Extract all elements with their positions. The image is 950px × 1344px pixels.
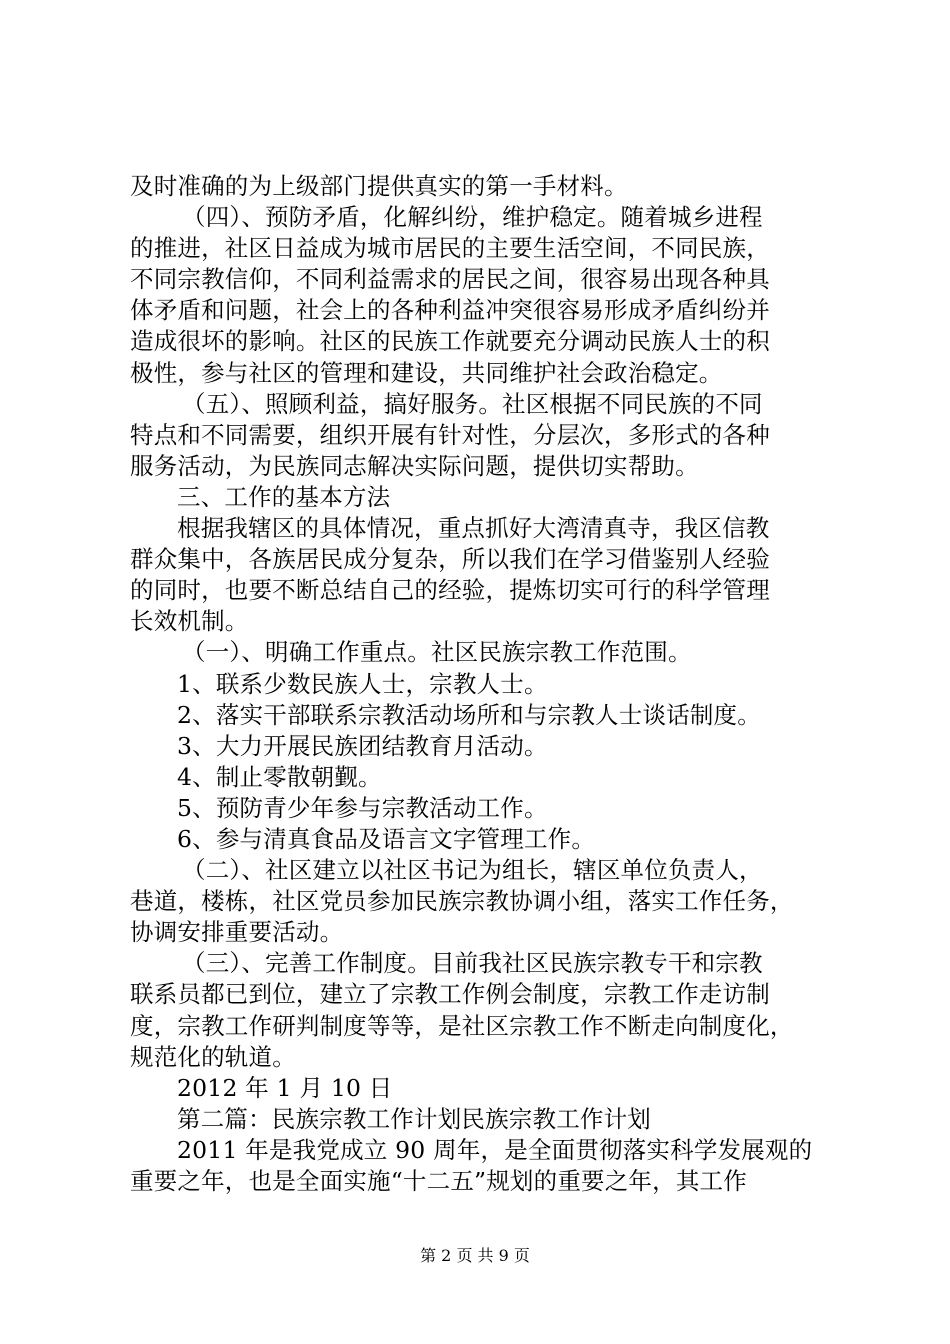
text-line: 服务活动，为民族同志解决实际问题，提供切实帮助。 — [130, 451, 699, 480]
text-line: 及时准确的为上级部门提供真实的第一手材料。 — [130, 172, 628, 200]
text-line: 的推进，社区日益成为城市居民的主要生活空间，不同民族， — [130, 234, 770, 263]
text-line: 巷道，楼栋，社区党员参加民族宗教协调小组，落实工作任务， — [130, 887, 794, 916]
section-heading: 第二篇：民族宗教工作计划民族宗教工作计划 — [177, 1104, 651, 1133]
text-line: 的同时，也要不断总结自己的经验，提炼切实可行的科学管理 — [130, 576, 770, 605]
document-body — [130, 171, 830, 1197]
text-line: 协调安排重要活动。 — [130, 918, 344, 947]
text-line: （一）、明确工作重点。社区民族宗教工作范围。 — [182, 638, 692, 667]
text-line: 长效机制。 — [130, 607, 249, 636]
text-line: （五）、照顾利益，搞好服务。社区根据不同民族的不同 — [182, 389, 763, 418]
text-line: （四）、预防矛盾，化解纠纷，维护稳定。随着城乡进程 — [182, 203, 763, 232]
text-line: 不同宗教信仰，不同利益需求的居民之间，很容易出现各种具 — [130, 265, 770, 294]
text-line: （二）、社区建立以社区书记为组长，辖区单位负责人， — [182, 856, 763, 885]
text-line: 极性，参与社区的管理和建设，共同维护社会政治稳定。 — [130, 358, 723, 387]
list-item: 4、制止零散朝觐。 — [177, 762, 382, 791]
list-item: 6、参与清真食品及语言文字管理工作。 — [177, 824, 596, 853]
text-line: 根据我辖区的具体情况，重点抓好大湾清真寺，我区信教 — [177, 514, 770, 543]
page-footer — [0, 1243, 950, 1266]
text-line: 度，宗教工作研判制度等等，是社区宗教工作不断走向制度化， — [130, 1011, 794, 1040]
text-line: 2011 年是我党成立 90 周年，是全面贯彻落实科学发展观的 — [177, 1135, 813, 1164]
list-item: 3、大力开展民族团结教育月活动。 — [177, 731, 548, 760]
text-line: 规范化的轨道。 — [130, 1042, 296, 1071]
text-line: 群众集中，各族居民成分复杂，所以我们在学习借鉴别人经验 — [130, 545, 770, 574]
page-number-label: 第 2 页 共 9 页 — [420, 1246, 530, 1265]
text-line: 体矛盾和问题，社会上的各种利益冲突很容易形成矛盾纠纷并 — [130, 296, 770, 325]
list-item: 1、联系少数民族人士，宗教人士。 — [177, 669, 548, 698]
text-line: 重要之年，也是全面实施“十二五”规划的重要之年，其工作 — [130, 1167, 747, 1195]
list-item: 5、预防青少年参与宗教活动工作。 — [177, 793, 548, 822]
text-line: 造成很坏的影响。社区的民族工作就要充分调动民族人士的积 — [130, 327, 770, 356]
text-line: （三）、完善工作制度。目前我社区民族宗教专干和宗教 — [182, 949, 763, 978]
text-line: 特点和不同需要，组织开展有针对性，分层次，多形式的各种 — [130, 420, 770, 449]
text-line: 联系员都已到位，建立了宗教工作例会制度，宗教工作走访制 — [130, 980, 770, 1009]
section-heading: 三、工作的基本方法 — [177, 482, 391, 511]
date-line: 2012 年 1 月 10 日 — [177, 1073, 393, 1102]
list-item: 2、落实干部联系宗教活动场所和与宗教人士谈话制度。 — [177, 700, 761, 729]
